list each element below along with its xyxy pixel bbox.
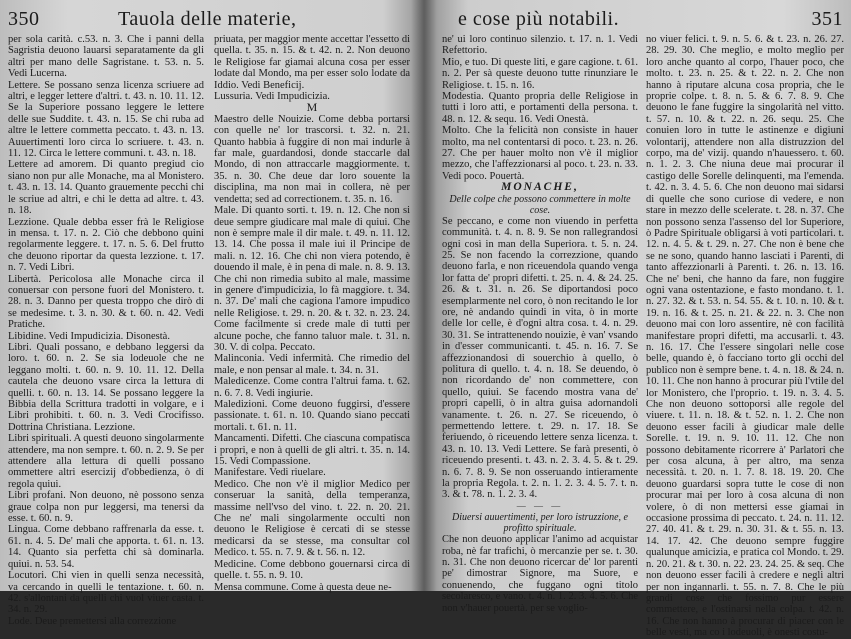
section-subheading: Diuersi auuertimenti, per loro istruzzione, e profitto spirituale. bbox=[451, 512, 628, 535]
left-running-head bbox=[8, 6, 412, 32]
index-entry: Medicine. Come debbono gouernarsi circa di quelle. t. 55. n. 9. 10. bbox=[214, 558, 410, 582]
left-column-1 bbox=[8, 34, 204, 627]
section-subheading: Delle colpe che possono commettere in molte cose. bbox=[449, 193, 631, 216]
index-entry: Mio, e tuo. Di queste liti, e gare cagione. t. 61. n. 2. Per sà queste deuono tutte rinunziare le Religiose. t. 15. n. 16. bbox=[442, 56, 638, 91]
index-entry: Maestro delle Nouizie. Come debba portarsi con quelle ne' lor trascorsi. t. 32. n. 21. Quanto habbia à fuggire di non mai indurle à far male, guardandosi, donde staccarle dal Mondo, di non attraccarle maggiormente. t. 35. n. 30. Che deue dar loro souente la disciplina, ma non mai in collera, nè per vendetta; sed ad correctionem. t. 35. n. 16. bbox=[214, 113, 410, 205]
section-divider: — — — bbox=[516, 500, 564, 511]
right-page bbox=[432, 0, 851, 639]
index-entry: Locutori. Chi vien in quelli senza necessità, va cercando in quelli le tentazione. t. 60. n. 42. s'allontani da quelli chi vuol viuer casta. t. 34. n. 29. bbox=[8, 570, 204, 616]
index-entry: Manifestare. Vedi riuelare. bbox=[214, 467, 326, 479]
index-entry: Molto. Che la felicità non consiste in hauer molto, ma nel contentarsi di poco. t. 23. n. 26. 27. Che per hauer molto non v'è il miglior mezzo, che l'affezzionarsi al poco. t. 23. n. 33. Vedi poco. Pouertà. bbox=[442, 125, 638, 182]
right-running-title: e cose più notabili. bbox=[458, 8, 620, 30]
right-column-1 bbox=[442, 34, 638, 614]
index-entry: Modestia. Quanto propria delle Religiose in tutti i loro atti, e portamenti della persona. t. 48. n. 12. & sequ. 16. Vedi Onestà. bbox=[442, 91, 638, 125]
index-entry: no viuer felici. t. 9. n. 5. 6. & t. 23. n. 26. 27. 28. 29. 30. Che meglio, e molto meglio per loro anche quanto al corpo, l'hauer poco, che molto. t. 23. n. 25. & t. 22. n. 2. Che non hanno à riputare alcuna cosa propria, che le proprie colpe. t. 8. n. 5. & 6. 7. 8. 9. Che deuono le fane fuggire la singolarità nel vitto. t. 57. n. 10. & t. 22. n. 26. sequ. 25. Che conuien loro in tutte le astinenze e digiuni volontarij, attendere non alla distruzzion del corpo, ma de' vizij. quando n'hauessero. t. 60. n. 1. 2. 3. Che niuna deue mai procurar il castigo delle Sorelle delinquenti, ma l'emenda. t. 42. n. 3. 4. 5. 6. Che non deuono mai sidarsi di quelle che sono curiose di vedere, e non stare in mezzo delle scelerate. t. 28. n. 37. Che non possono senza l'assenso del lor Superiore, ò Padre Spirituale obligarsi à voti particolari. t. 12. n. 4. 5. & t. 29. n. 27. Che non è bene che se ne sono, quando hanno lasciati i Parenti, di tanto affezzionarli à Parenti. t. 26. n. 13. 16. Che ne' beni, che hanno da fare, non fuggire ogni vana ostentazione, e fasto mondano. t. 1. n. 27. 32. & t. 53. n. 54. 55. & t. 10. n. 10. & t. 19. n. 16. & t. 25. n. 21. & 22. n. 3. Che non deuono mai con loro assentire, nè con facilità manifestare propri difetti, ma accusarli. t. 43. n. 16. 17. Che l'essere singolari nelle cose belle, quando è, ò facciano torto gli occhi del publico non è sempre bene. t. 4. n. 18. & 24. n. 10. 11. Che non hanno à procurar più l'vtile del lor Monistero, che l'proprio. t. 19. n. 3. 4. 5. Che non deuono sottoporsi alle regole del viuere. t. 11. n. 18. & t. 52. n. 1. 2. Che non deuono esser facili à giudicar male delle Sorelle. t. 19. n. 9. 10. 11. 12. Che non possono debitamente ricorrere à' Parlatori che per cosa alcuna, à per altro, ma senza necessità. t. 20. n. 1. 7. 8. 18. 19. 20. Che deuono guardarsi sopra tutte le cose di non procurar mai per loro à cosa alcuna di non volere, ò di non mettersi esse giamai in occasione prossima di peccato. t. 24. n. 11. 12. 27. 40. 41. & t. 29. n. 30. 31. & t. 55. n. 13. 14. 17. 42. Che deuono sempre fuggire qualunque amicizia, e pratica col Mondo. t. 29. n. 20. 21. & t. 30. n. 22. 23. 24. 25. & seq. Che non deuono esser facili à credere e negli altri per non ingannarli. t. 55. n. 7. 8. Che le più grandi cose che fossimo pur essere commettere, e l'ostinarsi nella colpa. t. 42. n. 16. Che non hanno à procurar di piacer con le belle vesti, ma co i lodeuoli, è onesti costu- bbox=[646, 34, 844, 639]
index-entry: Medico. Che non v'è il miglior Medico per conseruar la sanità, della temperanza, massime nell'vso del vino. t. 22. n. 20. 21. Che ne' mali singolarmente occulti non deuono le Religiose è cercati di se stesse medicarsi da se stesse, ma consultar col Medico. t. 55. n. 7. 9. & t. 56. n. 12. bbox=[214, 478, 410, 559]
index-entry: Mensa commune. Come à questa deue ne- bbox=[214, 581, 392, 593]
index-entry: priuata, per maggior mente accettar l'essetto di quella. t. 35. n. 15. & t. 42. n. 2. Non deuono le Religiose far giamai alcuna cosa per esser lodate dal Mondo, ma per esser solo lodate da Iddio. Vedi Beneficij. bbox=[214, 34, 410, 91]
left-column-2 bbox=[214, 34, 410, 593]
right-running-head bbox=[440, 6, 843, 32]
index-entry: Lettere ad amorem. Di quanto pregiud cio siano non pur alle Monache, ma al Monistero. t. 43. n. 13. 14. Quanto grauemente pecchi chi le scriue ad altri, e chi le detta ad altre. t. 43. n. 18. bbox=[8, 159, 204, 217]
left-running-title: Tauola delle materie, bbox=[118, 8, 297, 30]
index-entry: Lingua. Come debbano raffrenarla da esse. t. 61. n. 4. 5. De' mali che apporta. t. 61. n. 13. 14. Quanto sia perfetta chi sà dominarla. quiui. n. 53. 54. bbox=[8, 524, 204, 570]
index-entry: Maledicenze. Come contra l'altrui fama. t. 62. n. 6. 7. 8. Vedi ingiurie. bbox=[214, 376, 410, 399]
index-entry: Malinconia. Vedi infermità. Che rimedio del male, e non pensar al male. t. 34. n. 31. bbox=[214, 353, 410, 376]
right-page-number: 351 bbox=[811, 8, 843, 30]
index-entry: Libri. Quali possano, e debbano leggersi da loro. t. 60. n. 2. Se sia lodeuole che ne leggano molti. t. 60. n. 9. 10. 11. 12. Della cautela che deuono vsare circa la lettura di quelli. t. 60. n. 13. 14. Se possano leggere la Bibbia della Scrittura tradotti in volgare, e i Libri prohibiti. t. 60. n. 3. Vedi Crocifisso. Dottrina Christiana. Lezzione. bbox=[8, 341, 204, 433]
index-entry: Lode. Deue premettersi alla correzzione bbox=[8, 615, 177, 627]
index-entry: Lettere. Se possano senza licenza scriuere ad altri, e legger lettere d'altri. t. 43. n. 10. 11. 12. Se la Superiore possano leggere le lettere delle sue Suddite. t. 43. n. 15. Se chi ruba ad altre le lettere commetta peccato. t. 43. n. 13. Auuertimenti loro circa lo scriuere. t. 43. n. 11. 12. Circa le lettere communi. t. 43. n. 18. bbox=[8, 79, 204, 160]
section-heading: MONACHE, bbox=[501, 181, 579, 194]
index-entry: Libertà. Pericolosa alle Monache circa il conuersar con persone fuori del Monistero. t. 28. n. 3. Danno per questa troppo che dirò di se medesime. t. 3. n. 30. & t. 60. n. 42. Vedi Pratiche. bbox=[8, 273, 204, 331]
index-entry: Se peccano, e come non viuendo in perfetta communità. t. 4. n. 8. 9. Se non rallegrandosi ogni così in man della Superiora. t. 5. n. 24. 25. Se non facendo la correzzione, quando deuono farla, e non riceuendola quando venga lor fatta de' propri difetti. t. 25. n. 4. & 24. 25. 26. & t. 31. n. 26. Se diportandosi poco esemplarmente nel coro, ò non recitando le lor ore, nè andando quindi in vita, ò in morte delle lor celle, è d'ogni altra cosa. t. 4. n. 29. 30. 31. Se intrattenendo nouizie, è van' vsando in d'esser communicanti. t. 45. n. 16. 7. Se affezzionandosi di souerchio à quello, ò politura di quello. t. 4. n. 18. Se deuendo, ò non ricordando de' non commettere, con quello, quiui. Se facendo mostra vana de' propri capelli, ò in altra guisa adornandoli vanamente. t. 26. n. 27. Se riceuendo, ò permettendo lettere. t. 29. n. 17. 18. Se feriuendo, ò riceuendo lettere senza licenza. t. 43. n. 10. 13. Vedi Lettere. Se farà presenti, ò riceuendo presenti. t. 43. n. 2. 3. 4. 5. & t. 29. n. 6. 7. 8. 9. Se non osseruando intieramente la propria Regola. t. 2. n. 1. 2. 3. 4. 5. 7. t. n. 3. & t. 78. n. 1. 2. 3. 4. bbox=[442, 215, 638, 501]
index-entry: Che non deuono applicar l'animo ad acquistar roba, nè far trafichi, ò mercanzie per se. t. 30. n. 31. Che non deuono ricercar de' lor parenti pe' dimostrar Signore, ma Suore, e conuenendo, che fuggano ogni titolo secolaresco, e vano. t. 4. n. 1. 2. 3. 4. 5. 6. Che non v'hauer pouertà. per se voglio- bbox=[442, 534, 638, 614]
index-entry: ne' ui loro continuo silenzio. t. 17. n. 1. Vedi Refettorio. bbox=[442, 34, 638, 57]
index-entry: Libri spirituali. A questi deuono singolarmente attendere, ma non sempre. t. 60. n. 2. 9. Se per attendere alla lettura di quelli possano ommettere altri esercizij d'obbedienza, ò di regola quiui. bbox=[8, 433, 204, 490]
left-page bbox=[0, 0, 420, 627]
index-entry: Libri profani. Non deuono, nè possono senza graue colpa non pur leggersi, ma tenersi da esse. t. 60. n. 9. bbox=[8, 490, 204, 525]
section-letter: M bbox=[306, 100, 318, 115]
left-page-number: 350 bbox=[8, 8, 40, 30]
index-entry: Male. Di quanto sorti. t. 19. n. 12. Che non si deue sempre giudicare mal male di quiui. Che non è sempre male il dir male. t. 49. n. 11. 12. 13. 14. Che possa il male iui il Principe de mali. n. 12. 16. Che chi non viera potendo, è douendo il male, è in pena di male. n. 8. 9. 13. Che chi non rimedia subito al male, massime in genere d'impudicizia, lo fà maggiore. t. 34. n. 37. De' mali che cagiona l'amore impudico nelle Religiose. t. 29. n. 20. & t. 32. n. 23. 24. Come facilmente si crede male di tutti per alcune poche, che fanno taluor male. t. 31. n. 30. V. di colpa. Peccato. bbox=[214, 205, 410, 353]
index-entry: Libidine. Vedi Impudicizia. Disonestà. bbox=[8, 330, 170, 342]
index-entry: Lezzione. Quale debba esser frà le Religiose in mensa. t. 17. n. 2. Ciò che debbono quini regolarmente leggere. t. 17. n. 5. 6. Del frutto che deuono riportar da questa lezzione. t. 17. n. 7. Vedi Libri. bbox=[8, 216, 204, 274]
index-entry: Lussuria. Vedi Impudicizia. bbox=[214, 91, 330, 103]
index-entry: Mancamenti. Difetti. Che ciascuna compatisca i propri, e non à quelli de gli altri. t. 35. n. 14. 15. Vedi Compassione. bbox=[214, 433, 410, 468]
right-column-2 bbox=[646, 34, 844, 639]
index-entry: per sola carità. c.53. n. 3. Che i panni della Sagristia deuono lauarsi separatamente da gli altri per mano delle Sagristane. t. 53. n. 5. Vedi Lucerna. bbox=[8, 34, 204, 80]
index-entry: Maledizioni. Come deuono fuggirsi, d'essere passionate. t. 61. n. 10. Quando siano peccati mortali. t. 61. n. 11. bbox=[214, 399, 410, 433]
